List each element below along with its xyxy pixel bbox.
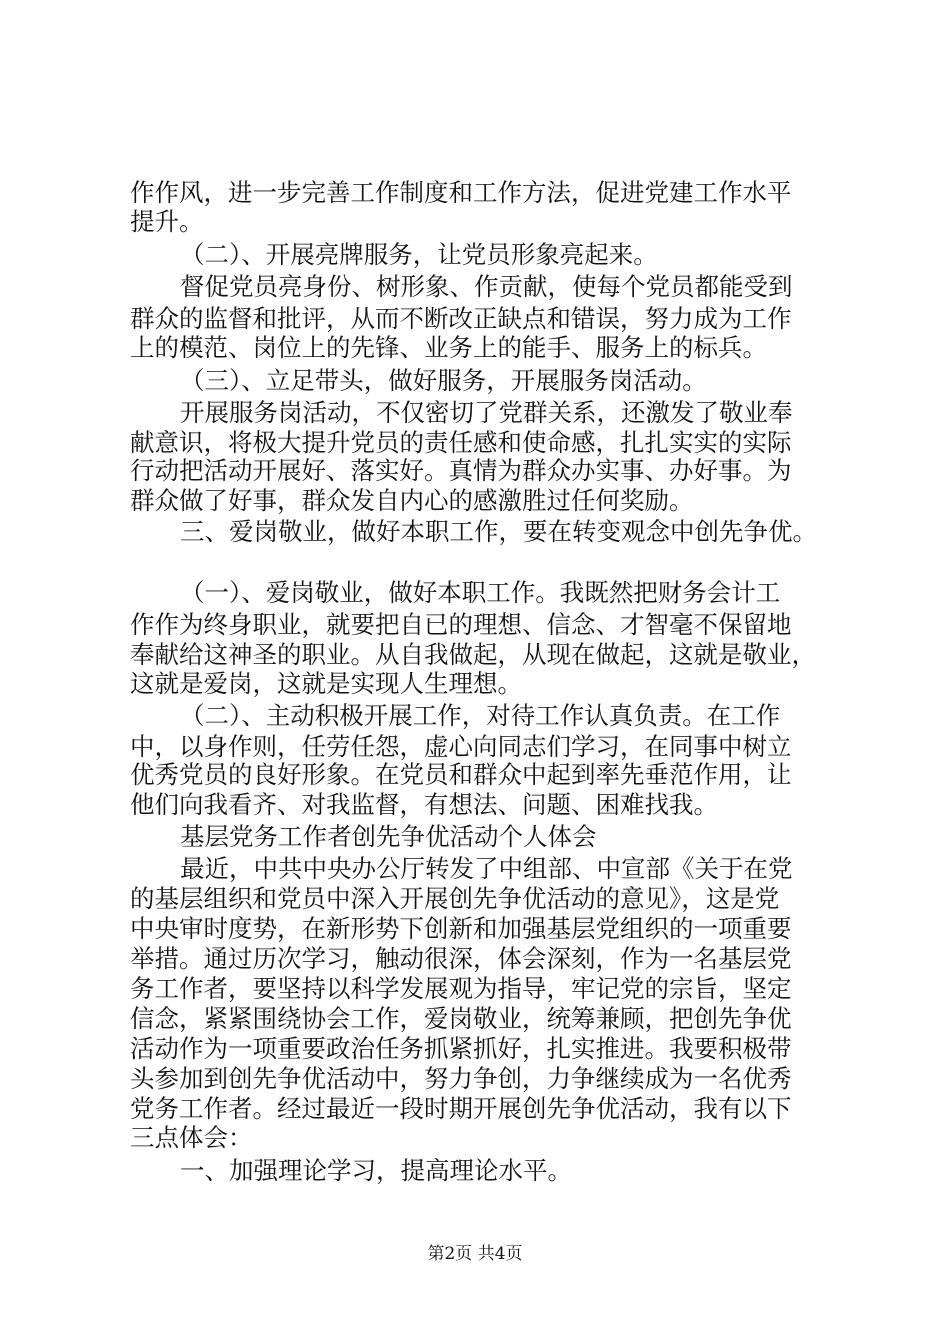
text-line: 的基层组织和党员中深入开展创先争优活动的意见》，这是党: [130, 884, 780, 913]
text-line: 行动把活动开展好、落实好。真情为群众办实事、办好事。为: [130, 456, 792, 485]
page-footer: 第2页 共4页: [427, 1244, 523, 1264]
text-line: 这就是爱岗，这就是实现人生理想。: [130, 669, 522, 698]
text-line: 开展服务岗活动，不仅密切了党群关系，还激发了敬业奉: [180, 398, 793, 427]
text-line: 提升。: [130, 207, 204, 236]
text-line: 头参加到创先争优活动中，努力争创，力争继续成为一名优秀: [130, 1064, 792, 1093]
text-line: （一）、爱岗敬业，做好本职工作。我既然把财务会计工: [180, 578, 781, 607]
article-title: 基层党务工作者创先争优活动个人体会: [180, 822, 597, 851]
text-line: 上的模范、岗位上的先锋、业务上的能手、服务上的标兵。: [130, 333, 767, 362]
text-line: 中，以身作则，任劳任怨，虚心向同志们学习，在同事中树立: [130, 732, 792, 761]
text-line: 三点体会：: [130, 1123, 253, 1152]
text-line: 优秀党员的良好形象。在党员和群众中起到率先垂范作用，让: [130, 760, 792, 789]
text-line: 务工作者，要坚持以科学发展观为指导，牢记党的宗旨，坚定: [130, 974, 792, 1003]
section-heading: （二）、开展亮牌服务，让党员形象亮起来。: [180, 240, 658, 269]
section-heading: 一、加强理论学习，提高理论水平。: [180, 1156, 572, 1185]
text-line: 群众做了好事，群众发自内心的感激胜过任何奖励。: [130, 486, 694, 515]
text-line: 活动作为一项重要政治任务抓紧抓好，扎实推进。我要积极带: [130, 1034, 792, 1063]
text-line: 举措。通过历次学习，触动很深，体会深刻，作为一名基层党: [130, 944, 792, 973]
text-line: 中央审时度势，在新形势下创新和加强基层党组织的一项重要: [130, 914, 792, 943]
text-line: 党务工作者。经过最近一段时期开展创先争优活动，我有以下: [130, 1094, 792, 1123]
section-heading: 三、爱岗敬业，做好本职工作，要在转变观念中创先争优。: [180, 517, 817, 546]
section-heading: （三）、立足带头，做好服务，开展服务岗活动。: [180, 366, 707, 395]
text-line: 他们向我看齐、对我监督，有想法、问题、困难找我。: [130, 790, 718, 819]
text-line: 作作为终身职业，就要把自已的理想、信念、才智毫不保留地: [130, 610, 792, 639]
text-line: 最近，中共中央办公厅转发了中组部、中宣部《关于在党: [180, 854, 793, 883]
text-line: 作作风，进一步完善工作制度和工作方法，促进党建工作水平: [130, 178, 792, 207]
text-line: 献意识，将极大提升党员的责任感和使命感，扎扎实实的实际: [130, 428, 792, 457]
text-line: 督促党员亮身份、树形象、作贡献，使每个党员都能受到: [180, 272, 793, 301]
text-line: （二）、主动积极开展工作，对待工作认真负责。在工作: [180, 701, 781, 730]
text-line: 群众的监督和批评，从而不断改正缺点和错误，努力成为工作: [130, 304, 792, 333]
text-line: 信念，紧紧围绕协会工作，爱岗敬业，统筹兼顾，把创先争优: [130, 1004, 792, 1033]
text-line: 奉献给这神圣的职业。从自我做起，从现在做起，这就是敬业，: [130, 640, 816, 669]
